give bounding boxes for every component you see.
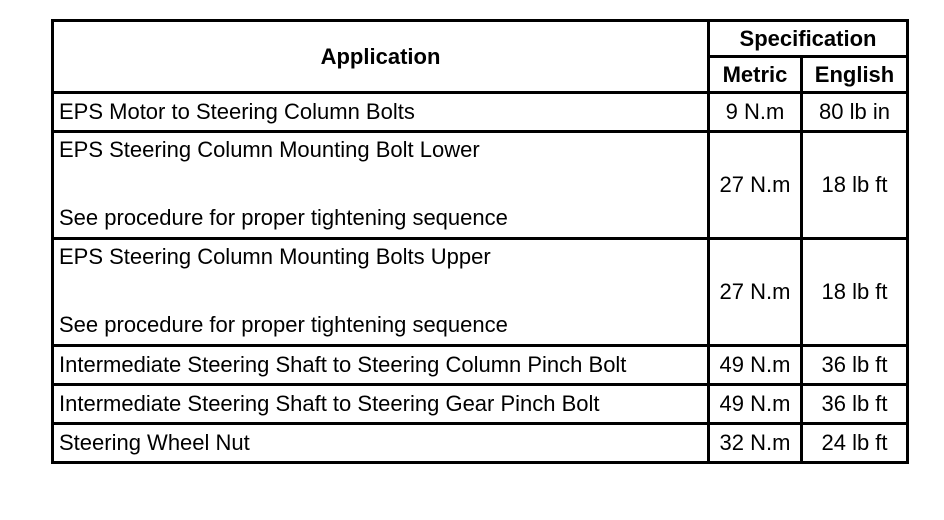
application-cell: Steering Wheel Nut [53,424,709,463]
metric-cell: 49 N.m [709,385,802,424]
metric-cell: 27 N.m [709,132,802,239]
application-cell [53,132,709,239]
metric-cell: 49 N.m [709,346,802,385]
specification-header: Specification [709,21,908,57]
application-cell: Intermediate Steering Shaft to Steering Column Pinch Bolt [53,346,709,385]
english-header: English [802,57,908,93]
fastener-specification-table [51,19,909,464]
table-row [53,239,908,346]
header-row-top [53,21,908,57]
application-header: Application [53,21,709,93]
metric-cell: 32 N.m [709,424,802,463]
application-text: EPS Steering Column Mounting Bolt Lower [59,137,480,162]
english-cell: 80 lb in [802,93,908,132]
metric-header: Metric [709,57,802,93]
table-row [53,424,908,463]
application-cell: Intermediate Steering Shaft to Steering Gear Pinch Bolt [53,385,709,424]
application-note: See procedure for proper tightening sequence [59,312,508,337]
english-cell: 18 lb ft [802,132,908,239]
metric-cell: 27 N.m [709,239,802,346]
table-body [53,93,908,463]
application-cell: EPS Motor to Steering Column Bolts [53,93,709,132]
table-row [53,346,908,385]
table-row [53,132,908,239]
application-text: EPS Steering Column Mounting Bolts Upper [59,244,491,269]
english-cell: 18 lb ft [802,239,908,346]
table-header [53,21,908,93]
english-cell: 36 lb ft [802,346,908,385]
table-row [53,385,908,424]
table-row [53,93,908,132]
application-cell [53,239,709,346]
english-cell: 24 lb ft [802,424,908,463]
english-cell: 36 lb ft [802,385,908,424]
metric-cell: 9 N.m [709,93,802,132]
application-note: See procedure for proper tightening sequence [59,205,508,230]
